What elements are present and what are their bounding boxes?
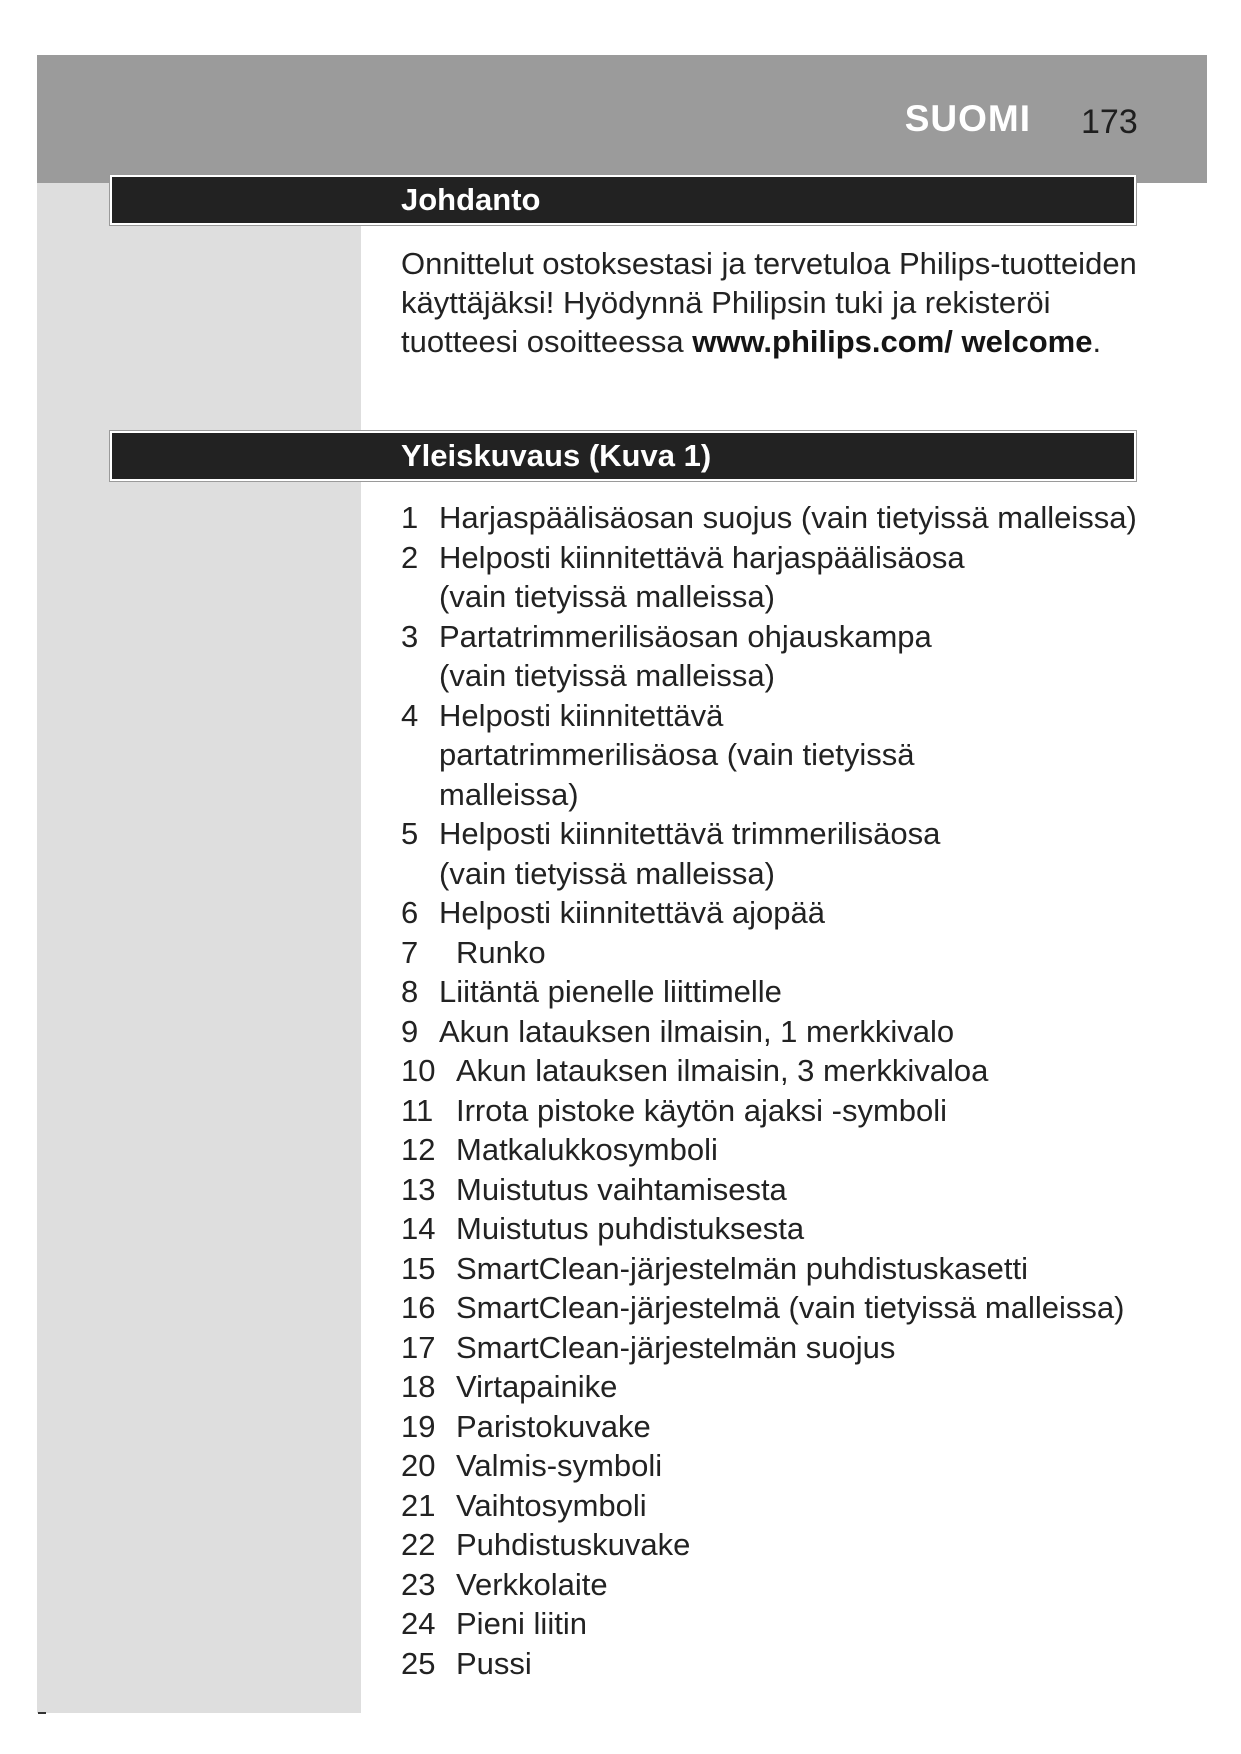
list-item-number: 10 [401, 1053, 436, 1088]
list-item-text: Akun latauksen ilmaisin, 3 merkkivaloa [456, 1053, 989, 1088]
list-item-text: Puhdistuskuvake [456, 1527, 691, 1562]
list-item-number: 20 [401, 1448, 436, 1483]
list-item-number: 15 [401, 1250, 436, 1286]
parts-list [401, 498, 1161, 1683]
list-item-number: 14 [401, 1211, 436, 1246]
list-item [401, 1604, 1161, 1644]
list-item-text: SmartClean-järjestelmä (vain tietyissä malleissa) [456, 1290, 1125, 1325]
list-item [401, 1249, 1161, 1289]
list-item-text: Harjaspäälisäosan suojus (vain tietyissä malleissa) [439, 500, 1137, 535]
list-item-number: 22 [401, 1527, 436, 1562]
list-item-number: 5 [401, 816, 419, 851]
list-item [401, 1012, 1161, 1052]
list-item [401, 1486, 1161, 1526]
list-item [401, 1091, 1161, 1131]
crop-mark [38, 1712, 46, 1714]
list-item [401, 814, 1161, 893]
list-item [401, 1209, 1161, 1249]
list-item [401, 1446, 1161, 1486]
list-item-number: 16 [401, 1290, 436, 1325]
list-item-text: Akun latauksen ilmaisin, 1 merkkivalo [439, 1013, 955, 1049]
list-item [401, 696, 1161, 815]
list-item-number: 19 [401, 1408, 436, 1444]
list-item-text: Pussi [456, 1645, 532, 1681]
list-item [401, 1328, 1161, 1368]
list-item-text: Helposti kiinnitettävä partatrimmerilisäosa (vain tietyissä malleissa) [439, 697, 915, 812]
list-item-text: Verkkolaite [456, 1566, 608, 1602]
list-item-number: 18 [401, 1369, 436, 1404]
list-item-number: 24 [401, 1606, 436, 1641]
list-item-text: Valmis-symboli [456, 1448, 663, 1483]
list-item-text: Partatrimmerilisäosan ohjauskampa (vain tietyissä malleissa) [439, 618, 932, 693]
list-item-number: 11 [401, 1092, 434, 1128]
page-number: 173 [1081, 103, 1138, 141]
section-header-overview [110, 431, 1136, 481]
list-item [401, 498, 1161, 538]
list-item [401, 1170, 1161, 1210]
list-item-text: Helposti kiinnitettävä trimmerilisäosa (vain tietyissä malleissa) [439, 816, 941, 891]
list-item-text: Pieni liitin [456, 1606, 587, 1641]
list-item [401, 1051, 1161, 1091]
list-item-text: Helposti kiinnitettävä ajopää [439, 895, 826, 930]
list-item [401, 1565, 1161, 1605]
list-item [401, 1367, 1161, 1407]
list-item-number: 2 [401, 539, 419, 575]
list-item-text: Virtapainike [456, 1369, 618, 1404]
list-item-number: 9 [401, 1013, 419, 1049]
list-item [401, 1130, 1161, 1170]
list-item-text: Muistutus puhdistuksesta [456, 1211, 805, 1246]
language-label: SUOMI [904, 98, 1031, 139]
list-item-text: Matkalukkosymboli [456, 1132, 718, 1167]
list-item [401, 972, 1161, 1012]
list-item-text: Liitäntä pienelle liittimelle [439, 974, 782, 1009]
list-item-text: Irrota pistoke käytön ajaksi -symboli [456, 1092, 948, 1128]
list-item [401, 1644, 1161, 1684]
list-item-number: 12 [401, 1132, 436, 1167]
list-item-number: 23 [401, 1566, 436, 1602]
list-item-text: Paristokuvake [456, 1408, 651, 1444]
list-item [401, 538, 1161, 617]
list-item-text: SmartClean-järjestelmän puhdistuskasetti [456, 1250, 1029, 1286]
list-item [401, 1525, 1161, 1565]
website-link[interactable]: www.philips.com/ welcome [692, 324, 1093, 359]
section-title: Yleiskuvaus (Kuva 1) [401, 438, 712, 473]
section-title: Johdanto [401, 182, 541, 217]
header-band [37, 55, 1207, 183]
list-item-number: 4 [401, 697, 419, 733]
list-item-number: 8 [401, 974, 419, 1009]
list-item [401, 1407, 1161, 1447]
list-item-number: 25 [401, 1645, 436, 1681]
list-item-number: 3 [401, 618, 419, 654]
list-item-number: 7 [401, 934, 419, 970]
list-item [401, 893, 1161, 933]
list-item-number: 17 [401, 1329, 436, 1365]
list-item-text: Muistutus vaihtamisesta [456, 1171, 787, 1207]
list-item [401, 1288, 1161, 1328]
list-item-number: 6 [401, 895, 419, 930]
list-item [401, 617, 1161, 696]
list-item-number: 13 [401, 1171, 436, 1207]
list-item-text: Runko [456, 934, 546, 970]
list-item-number: 1 [401, 500, 419, 535]
list-item [401, 933, 1161, 973]
section-header-intro [110, 175, 1136, 225]
intro-text: Onnittelut ostoksestasi ja tervetuloa Philips-tuotteiden käyttäjäksi! Hyödynnä Philipsin tuki ja rekisteröi tuotteesi osoitteessa [401, 246, 1137, 359]
intro-text-end: . [1092, 324, 1102, 359]
list-item-text: SmartClean-järjestelmän suojus [456, 1329, 896, 1365]
list-item-number: 21 [401, 1487, 436, 1523]
left-margin-column [37, 183, 361, 1713]
intro-paragraph [401, 244, 1141, 361]
list-item-text: Helposti kiinnitettävä harjaspäälisäosa (vain tietyissä malleissa) [439, 539, 965, 614]
list-item-text: Vaihtosymboli [456, 1487, 647, 1523]
